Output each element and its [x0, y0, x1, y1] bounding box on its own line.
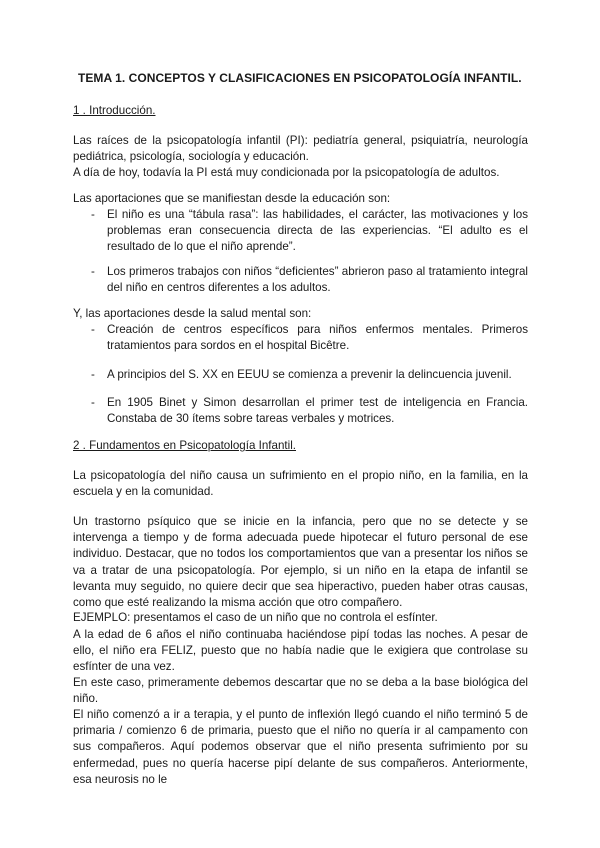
bullet-dash: -: [91, 396, 95, 409]
bullet-dash: -: [91, 208, 95, 221]
paragraph-salud-mental: Y, las aportaciones desde la salud mental son:: [73, 307, 312, 320]
section-heading-introduccion: 1 . Introducción.: [73, 104, 156, 117]
paragraph-raices: Las raíces de la psicopatología infantil (PI): pediatría general, psiquiatría, neurología pediátrica, psicología, sociología y educación.: [73, 134, 528, 164]
paragraph-condicionada: A día de hoy, todavía la PI está muy condicionada por la psicopatología de adultos.: [73, 166, 500, 179]
paragraph-ejemplo-descartar: En este caso, primeramente debemos descartar que no se deba a la base biológica del niño.: [73, 676, 528, 706]
list-item-text: Creación de centros específicos para niños enfermos mentales. Primeros tratamientos para sordos en el hospital Bicêtre.: [107, 323, 528, 353]
list-item-text: Los primeros trabajos con niños “deficientes” abrieron paso al tratamiento integral del niño en centros diferentes a los adultos.: [107, 265, 528, 295]
list-item-text: A principios del S. XX en EEUU se comienza a prevenir la delincuencia juvenil.: [107, 368, 512, 381]
paragraph-trastorno: Un trastorno psíquico que se inicie en la infancia, pero que no se detecte y se intervenga a tiempo y de forma adecuada puede hipotecar el futuro personal de ese individuo. Destacar, que no todos los comportamientos que van a presentar los niños se va a tratar de una psicopatología. Por ejemplo, si un niño en la etapa de infantil se levanta muy seguido, no quiere decir que sea hiperactivo, pueden haber otras causas, como que esté realizando la misma acción que otro compañero.: [73, 515, 528, 610]
list-item-text: En 1905 Binet y Simon desarrollan el primer test de inteligencia en Francia. Constaba de 30 ítems sobre tareas verbales y motrices.: [107, 396, 528, 426]
list-item-text: El niño es una “tábula rasa”: las habilidades, el carácter, las motivaciones y los problemas eran consecuencia directa de las experiencias. “El adulto es el resultado de lo que el niño aprende”.: [107, 208, 528, 254]
bullet-dash: -: [91, 323, 95, 336]
paragraph-sufrimiento: La psicopatología del niño causa un sufrimiento en el propio niño, en la familia, en la escuela y en la comunidad.: [73, 469, 528, 499]
paragraph-aportaciones-educacion: Las aportaciones que se manifiestan desde la educación son:: [73, 192, 391, 205]
paragraph-ejemplo-terapia: El niño comenzó a ir a terapia, y el punto de inflexión llegó cuando el niño terminó 5 de primaria / comienzo 6 de primaria, puesto que el niño no quería ir al campamento con sus compañeros. Aquí podemos observar que el niño presenta sufrimiento por su enfermedad, pues no quería hacerse pipí delante de sus compañeros. Anteriormente, esa neurosis no le: [73, 708, 528, 786]
bullet-dash: -: [91, 265, 95, 278]
section-heading-fundamentos: 2 . Fundamentos en Psicopatología Infantil.: [73, 439, 296, 452]
paragraph-ejemplo-intro: EJEMPLO: presentamos el caso de un niño que no controla el esfínter.: [73, 611, 438, 624]
bullet-dash: -: [91, 368, 95, 381]
paragraph-ejemplo-caso: A la edad de 6 años el niño continuaba haciéndose pipí todas las noches. A pesar de ello, el niño era FELIZ, puesto que no había nadie que le exigiera que controlase su esfínter de una vez.: [73, 628, 528, 674]
document-title: TEMA 1. CONCEPTOS Y CLASIFICACIONES EN PSICOPATOLOGÍA INFANTIL.: [78, 71, 522, 85]
